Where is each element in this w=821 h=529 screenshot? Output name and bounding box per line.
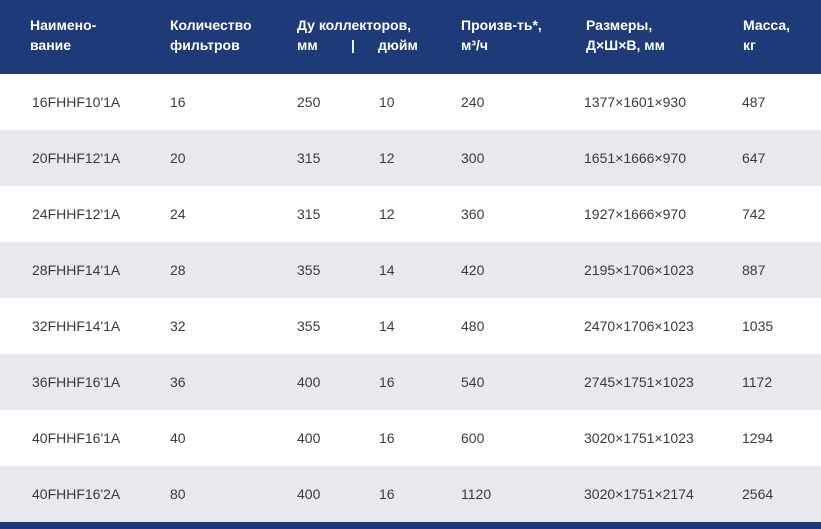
cell-name: 20FHHF12'1A <box>32 150 121 166</box>
cell-name: 16FHHF10'1A <box>32 94 121 110</box>
cell-mass: 1294 <box>742 430 774 446</box>
cell-mass: 742 <box>742 206 766 222</box>
cell-name: 28FHHF14'1A <box>32 262 121 278</box>
cell-mass: 2564 <box>742 486 774 502</box>
header-mass-line1: Масса, <box>743 17 791 33</box>
table-row <box>0 186 821 242</box>
cell-du-mm: 315 <box>297 206 321 222</box>
cell-dimensions: 1377×1601×930 <box>584 94 686 110</box>
cell-name: 36FHHF16'1A <box>32 374 121 390</box>
cell-du-inch: 14 <box>379 318 395 334</box>
cell-dimensions: 3020×1751×1023 <box>584 430 694 446</box>
cell-du-inch: 12 <box>379 206 395 222</box>
header-du-separator: | <box>351 37 355 53</box>
header-du-inch: дюйм <box>378 37 418 53</box>
cell-mass: 1172 <box>742 374 773 390</box>
cell-productivity: 420 <box>461 262 485 278</box>
cell-productivity: 600 <box>461 430 485 446</box>
table-body <box>0 74 821 522</box>
cell-mass: 1035 <box>742 318 774 334</box>
header-name-line1: Наимено- <box>30 17 97 33</box>
cell-du-inch: 16 <box>379 374 395 390</box>
cell-du-inch: 14 <box>379 262 395 278</box>
cell-du-mm: 315 <box>297 150 321 166</box>
header-productivity <box>461 15 542 55</box>
cell-productivity: 480 <box>461 318 485 334</box>
table-row <box>0 354 821 410</box>
table-row <box>0 130 821 186</box>
cell-productivity: 300 <box>461 150 485 166</box>
header-collector-diameter <box>297 15 423 55</box>
cell-filters: 80 <box>170 486 186 502</box>
cell-mass: 487 <box>742 94 766 110</box>
header-name-line2: вание <box>30 37 72 53</box>
header-dimensions-line1: Размеры, <box>586 17 653 33</box>
table-bottom-border <box>0 522 821 529</box>
cell-filters: 32 <box>170 318 186 334</box>
cell-dimensions: 2745×1751×1023 <box>584 374 694 390</box>
table-row <box>0 74 821 130</box>
cell-du-mm: 355 <box>297 318 321 334</box>
cell-du-inch: 16 <box>379 430 395 446</box>
cell-dimensions: 2470×1706×1023 <box>584 318 694 334</box>
header-productivity-line1: Произв-ть*, <box>461 17 542 33</box>
cell-productivity: 360 <box>461 206 485 222</box>
cell-name: 40FHHF16'1A <box>32 430 121 446</box>
table-row <box>0 466 821 522</box>
cell-dimensions: 1927×1666×970 <box>584 206 686 222</box>
header-productivity-line2: м³/ч <box>461 37 489 53</box>
cell-mass: 887 <box>742 262 766 278</box>
cell-filters: 16 <box>170 94 186 110</box>
cell-name: 40FHHF16'2A <box>32 486 121 502</box>
header-du-line1: Ду коллекторов, <box>297 17 412 33</box>
cell-productivity: 240 <box>461 94 485 110</box>
header-dimensions-line2: Д×Ш×В, мм <box>586 37 665 53</box>
cell-productivity: 540 <box>461 374 485 390</box>
header-du-mm: мм <box>297 37 318 53</box>
cell-filters: 36 <box>170 374 186 390</box>
cell-dimensions: 3020×1751×2174 <box>584 486 694 502</box>
table-row <box>0 410 821 466</box>
header-mass <box>743 15 790 55</box>
cell-mass: 647 <box>742 150 766 166</box>
cell-filters: 20 <box>170 150 186 166</box>
table-row <box>0 298 821 354</box>
cell-du-inch: 10 <box>379 94 395 110</box>
header-du-units <box>297 35 423 55</box>
cell-filters: 28 <box>170 262 186 278</box>
cell-du-mm: 400 <box>297 374 321 390</box>
table-row <box>0 242 821 298</box>
cell-du-inch: 12 <box>379 150 395 166</box>
cell-name: 24FHHF12'1A <box>32 206 121 222</box>
cell-dimensions: 2195×1706×1023 <box>584 262 694 278</box>
cell-filters: 24 <box>170 206 186 222</box>
header-filter-count <box>170 15 252 55</box>
header-mass-line2: кг <box>743 37 756 53</box>
cell-du-mm: 400 <box>297 486 321 502</box>
cell-filters: 40 <box>170 430 186 446</box>
header-filters-line2: фильтров <box>170 37 240 53</box>
header-filters-line1: Количество <box>170 17 252 33</box>
header-dimensions <box>586 15 665 55</box>
header-name <box>30 15 96 55</box>
cell-productivity: 1120 <box>461 486 492 502</box>
cell-dimensions: 1651×1666×970 <box>584 150 686 166</box>
table-header <box>0 0 821 74</box>
cell-name: 32FHHF14'1A <box>32 318 121 334</box>
cell-du-mm: 400 <box>297 430 321 446</box>
cell-du-mm: 250 <box>297 94 321 110</box>
cell-du-inch: 16 <box>379 486 395 502</box>
cell-du-mm: 355 <box>297 262 321 278</box>
